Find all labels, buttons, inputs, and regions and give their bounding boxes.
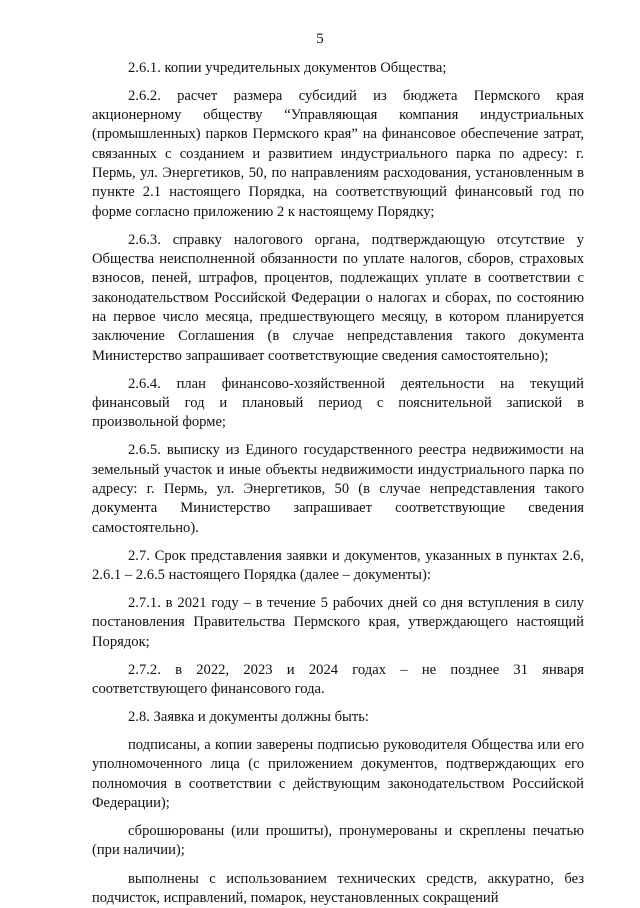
paragraph-2-6-3: 2.6.3. справку налогового органа, подтверждающую отсутствие у Общества неисполненной обязанности по уплате налогов, сборов, страховых взносов, пеней, штрафов, процентов, подлежащих уплате в соответствии с законодательством Российской Федерации о налогах и сборах, по состоянию на первое число месяца, предшествующего месяцу, в котором планируется заключение Соглашения (в случае непредставления такого документа Министерство запрашивает соответствующие сведения самостоятельно); — [92, 231, 584, 364]
paragraph-2-6-1: 2.6.1. копии учредительных документов Общества; — [128, 59, 447, 76]
paragraph-2-7-2: 2.7.2. в 2022, 2023 и 2024 годах – не позднее 31 января соответствующего финансового года. — [92, 661, 584, 697]
paragraph-requirement-technical: выполнены с использованием технических средств, аккуратно, без подчисток, исправлений, помарок, неустановленных сокращений — [92, 870, 584, 906]
paragraph-2-7-1: 2.7.1. в 2021 году – в течение 5 рабочих дней со дня вступления в силу постановления Правительства Пермского края, утверждающего настоящий Порядок; — [92, 595, 584, 650]
paragraph-requirement-bound: сброшюрованы (или прошиты), пронумерованы и скреплены печатью (при наличии); — [92, 823, 584, 859]
paragraph-requirement-signed: подписаны, а копии заверены подписью руководителя Общества или его уполномоченного лица (с приложением документов, подтверждающих его полномочия в соответствии с действующим законодательством Российской Федерации); — [92, 737, 584, 812]
paragraph-2-6-4: 2.6.4. план финансово-хозяйственной деятельности на текущий финансовый год и плановый период с пояснительной запиской в произвольной форме; — [92, 375, 584, 431]
paragraph-2-8: 2.8. Заявка и документы должны быть: — [128, 709, 369, 726]
paragraph-2-6-5: 2.6.5. выписку из Единого государственного реестра недвижимости на земельный участок и иные объекты недвижимости индустриального парка по адресу: г. Пермь, ул. Энергетиков, 50 (в случае непредставления такого документа Министерство запрашивает соответствующие сведения самостоятельно). — [92, 442, 584, 536]
paragraph-2-6-2: 2.6.2. расчет размера субсидий из бюджета Пермского края акционерному обществу “Управляющая компания индустриальных (промышленных) парков Пермского края” на финансовое обеспечение затрат, связанных с созданием и развитием индустриального парка по адресу: г. Пермь, ул. Энергетиков, 50, по направлениям расходования, установленным в пункте 2.1 настоящего Порядка, на соответствующий финансовый год по форме согласно приложению 2 к настоящему Порядку; — [92, 87, 584, 220]
page-number: 5 — [316, 31, 324, 47]
document-body — [92, 50, 584, 908]
paragraph-2-7: 2.7. Срок представления заявки и документов, указанных в пунктах 2.6, 2.6.1 – 2.6.5 настоящего Порядка (далее – документы): — [92, 547, 584, 583]
